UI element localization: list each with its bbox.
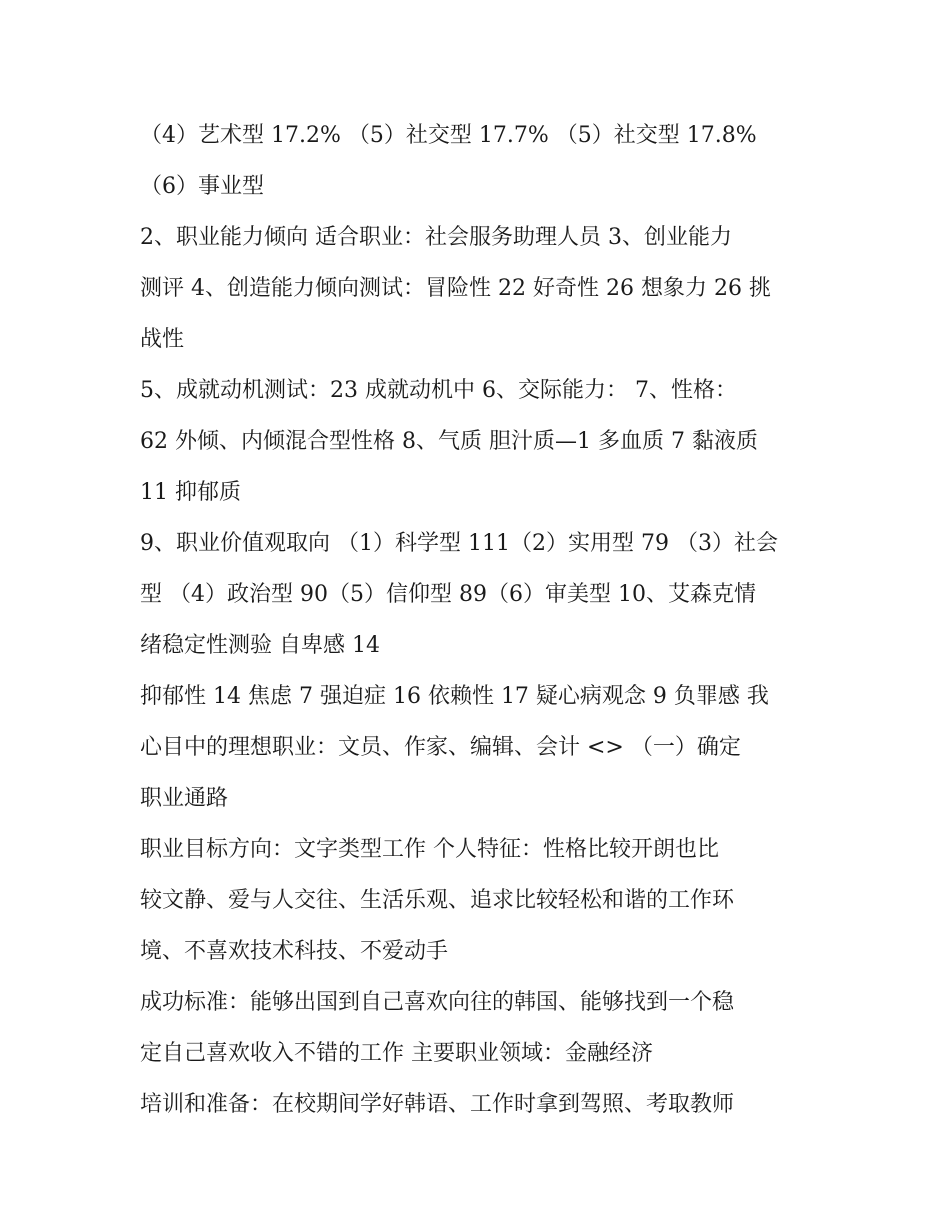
text-line: 培训和准备：在校期间学好韩语、工作时拿到驾照、考取教师: [140, 1092, 735, 1117]
text-line: （6）事业型: [140, 174, 264, 199]
text-line: 11 抑郁质: [140, 480, 241, 505]
text-line: 较文静、爱与人交往、生活乐观、追求比较轻松和谐的工作环: [140, 888, 735, 913]
text-line: 62 外倾、内倾混合型性格 8、气质 胆汁质—1 多血质 7 黏液质: [140, 429, 758, 454]
text-line: 定自己喜欢收入不错的工作 主要职业领域：金融经济: [140, 1041, 653, 1066]
text-line: 境、不喜欢技术科技、不爱动手: [140, 939, 449, 964]
text-line: （4）艺术型 17.2% （5）社交型 17.7% （5）社交型 17.8%: [140, 123, 757, 148]
text-line: 职业目标方向：文字类型工作 个人特征：性格比较开朗也比: [140, 837, 719, 862]
text-line: 绪稳定性测验 自卑感 14: [140, 633, 380, 658]
text-line: 测评 4、创造能力倾向测试：冒险性 22 好奇性 26 想象力 26 挑: [140, 276, 771, 301]
text-line: 2、职业能力倾向 适合职业：社会服务助理人员 3、创业能力: [140, 225, 732, 250]
text-line: 抑郁性 14 焦虑 7 强迫症 16 依赖性 17 疑心病观念 9 负罪感 我: [140, 684, 769, 709]
text-line: 战性: [140, 327, 185, 352]
text-line: 职业通路: [140, 786, 229, 811]
text-line: 心目中的理想职业：文员、作家、编辑、会计 <> （一）确定: [140, 735, 741, 760]
text-line: 型 （4）政治型 90（5）信仰型 89（6）审美型 10、艾森克情: [140, 582, 756, 607]
document-body: [140, 110, 820, 1130]
text-line: 成功标准：能够出国到自己喜欢向往的韩国、能够找到一个稳: [140, 990, 735, 1015]
text-line: 5、成就动机测试：23 成就动机中 6、交际能力： 7、性格：: [140, 378, 737, 403]
text-line: 9、职业价值观取向 （1）科学型 111（2）实用型 79 （3）社会: [140, 531, 778, 556]
